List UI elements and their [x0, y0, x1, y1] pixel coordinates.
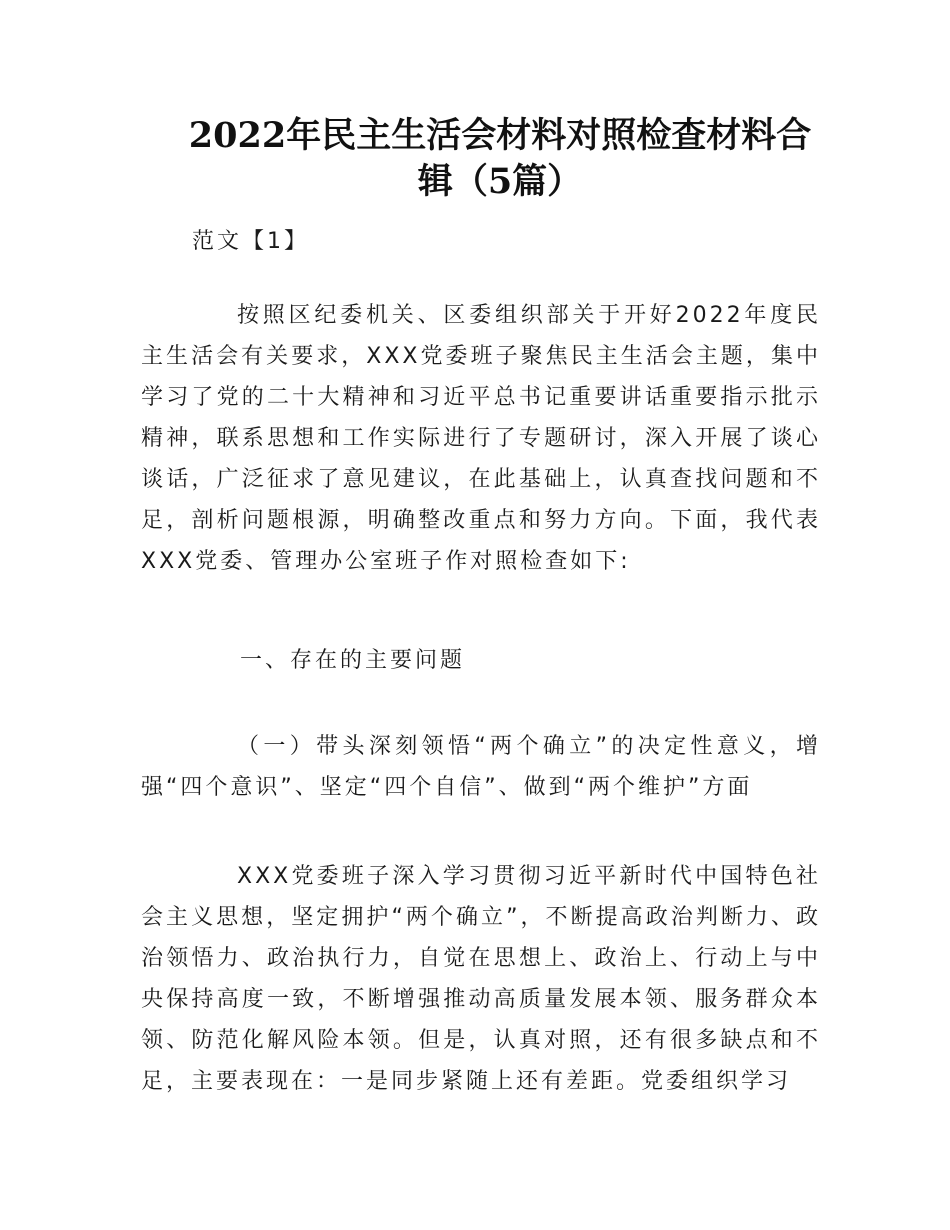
document-title-line-2: 辑（5篇）	[417, 161, 583, 202]
intro-paragraph: 按照区纪委机关、区委组织部关于开好2022年度民主生活会有关要求，XXX党委班子聚焦民主生活会主题，集中学习了党的二十大精神和习近平总书记重要讲话重要指示批示精神，联系思想和工作实际进行了专题研讨，深入开展了谈心谈话，广泛征求了意见建议，在此基础上，认真查找问题和不足，剖析问题根源，明确整改重点和努力方向。下面，我代表XXX党委、管理办公室班子作对照检查如下:	[141, 303, 821, 574]
body-paragraph: XXX党委班子深入学习贯彻习近平新时代中国特色社会主义思想，坚定拥护“两个确立”，不断提高政治判断力、政治领悟力、政治执行力，自觉在思想上、政治上、行动上与中央保持高度一致，不断增强推动高质量发展本领、服务群众本领、防范化解风险本领。但是，认真对照，还有很多缺点和不足，主要表现在：一是同步紧随上还有差距。党委组织学习	[141, 864, 821, 1094]
subsection-heading: （一）带头深刻领悟“两个确立”的决定性意义，增强“四个意识”、坚定“四个自信”、做到“两个维护”方面	[141, 734, 821, 800]
section-label: 范文【1】	[192, 229, 309, 254]
document-title-line-1: 2022年民主生活会材料对照检查材料合	[188, 115, 812, 156]
section-heading: 一、存在的主要问题	[240, 648, 466, 673]
